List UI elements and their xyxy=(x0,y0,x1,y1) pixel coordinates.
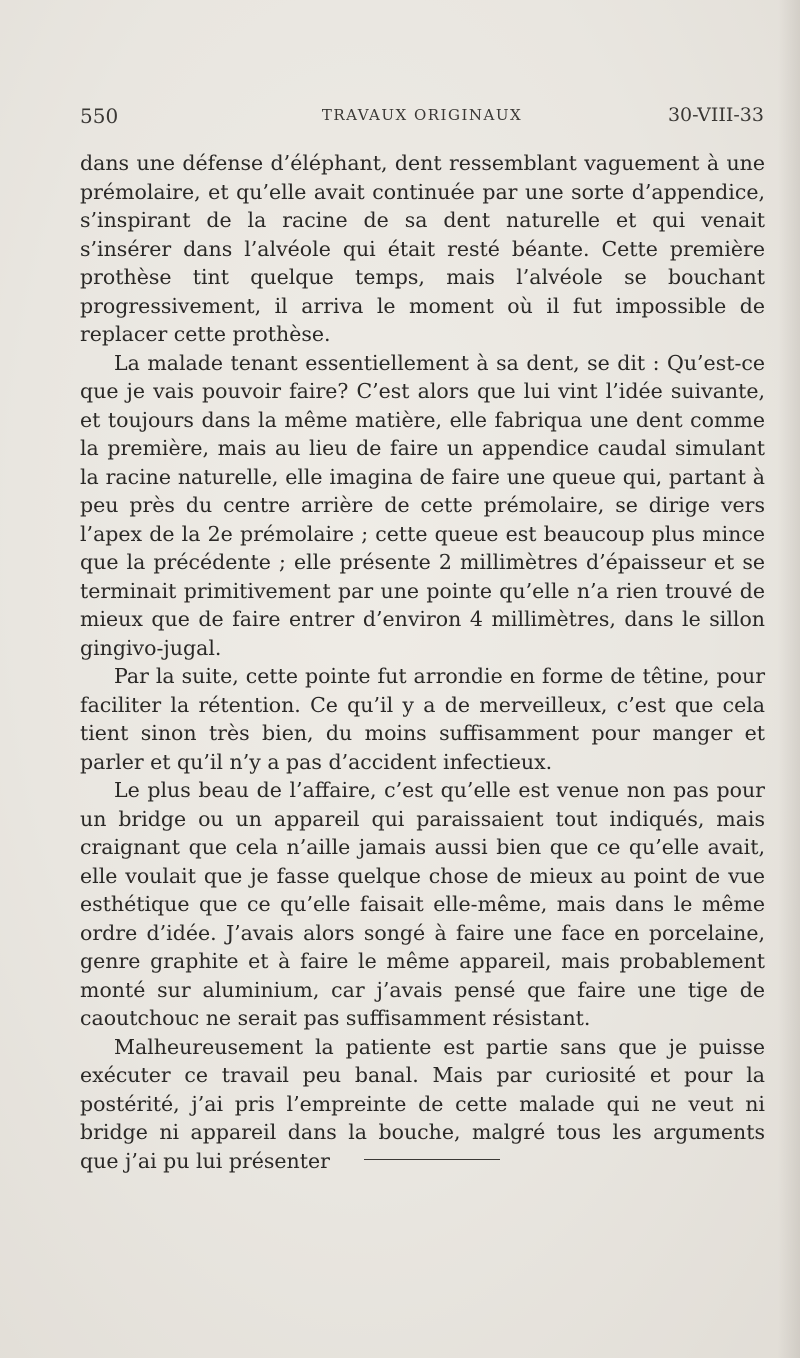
paragraph-continuation: dans une défense d’éléphant, dent ressemblant vaguement à une prémolaire, et qu’elle avait continuée par une sorte d’appendice, s’inspirant de la racine de sa dent naturelle et qui venait s’insérer dans l’alvéole qui était resté béante. Cette première prothèse tint quelque temps, mais l’alvéole se bouchant progressivement, il arriva le moment où il fut impossible de replacer cette prothèse. xyxy=(80,151,765,346)
section-separator-rule xyxy=(364,1159,500,1160)
page-number: 550 xyxy=(80,104,119,128)
paragraph: Malheureusement la patiente est partie sans que je puisse exécuter ce travail peu banal. Mais par curiosité et pour la postérité, j’ai pris l’empreinte de cette malade qui ne veut ni bridge ni appareil dans la bouche, malgré tous les arguments que j’ai pu lui présenter xyxy=(80,1034,765,1173)
running-title: TRAVAUX ORIGINAUX xyxy=(321,106,523,124)
paragraph: Par la suite, cette pointe fut arrondie en forme de têtine, pour faciliter la rétention. Ce qu’il y a de merveilleux, c’est que cela tient sinon très bien, du moins suffisamment pour manger et parler et qu’il n’y a pas d’accident infectieux. xyxy=(80,664,765,774)
running-header xyxy=(80,104,764,132)
paragraph: Le plus beau de l’affaire, c’est qu’elle est venue non pas pour un bridge ou un appareil qui paraissaient tout indiqués, mais craignant que cela n’aille jamais aussi bien que ce qu’elle avait, elle voulait que je fasse quelque chose de mieux au point de vue esthétique que ce qu’elle faisait elle-même, mais dans le même ordre d’idée. J’avais alors songé à faire une face en porcelaine, genre graphite et à faire le même appareil, mais probablement monté sur aluminium, car j’avais pensé que faire une tige de caoutchouc ne serait pas suffisamment résistant. xyxy=(80,778,765,1030)
page-edge-shadow xyxy=(778,0,800,1358)
issue-date: 30-VIII-33 xyxy=(667,104,764,126)
paragraph: La malade tenant essentiellement à sa dent, se dit : Qu’est-ce que je vais pouvoir faire? C’est alors que lui vint l’idée suivante, et toujours dans la même matière, elle fabriqua une dent comme la première, mais au lieu de faire un appendice caudal simulant la racine naturelle, elle imagina de faire une queue qui, partant à peu près du centre arrière de cette prémolaire, se dirige vers l’apex de la 2e prémolaire ; cette queue est beaucoup plus mince que la précédente ; elle présente 2 millimètres d’épaisseur et se terminait primitivement par une pointe qu’elle n’a rien trouvé de mieux que de faire entrer d’environ 4 millimètres, dans le sillon gingivo-jugal. xyxy=(80,350,765,660)
article-body xyxy=(80,149,765,1175)
